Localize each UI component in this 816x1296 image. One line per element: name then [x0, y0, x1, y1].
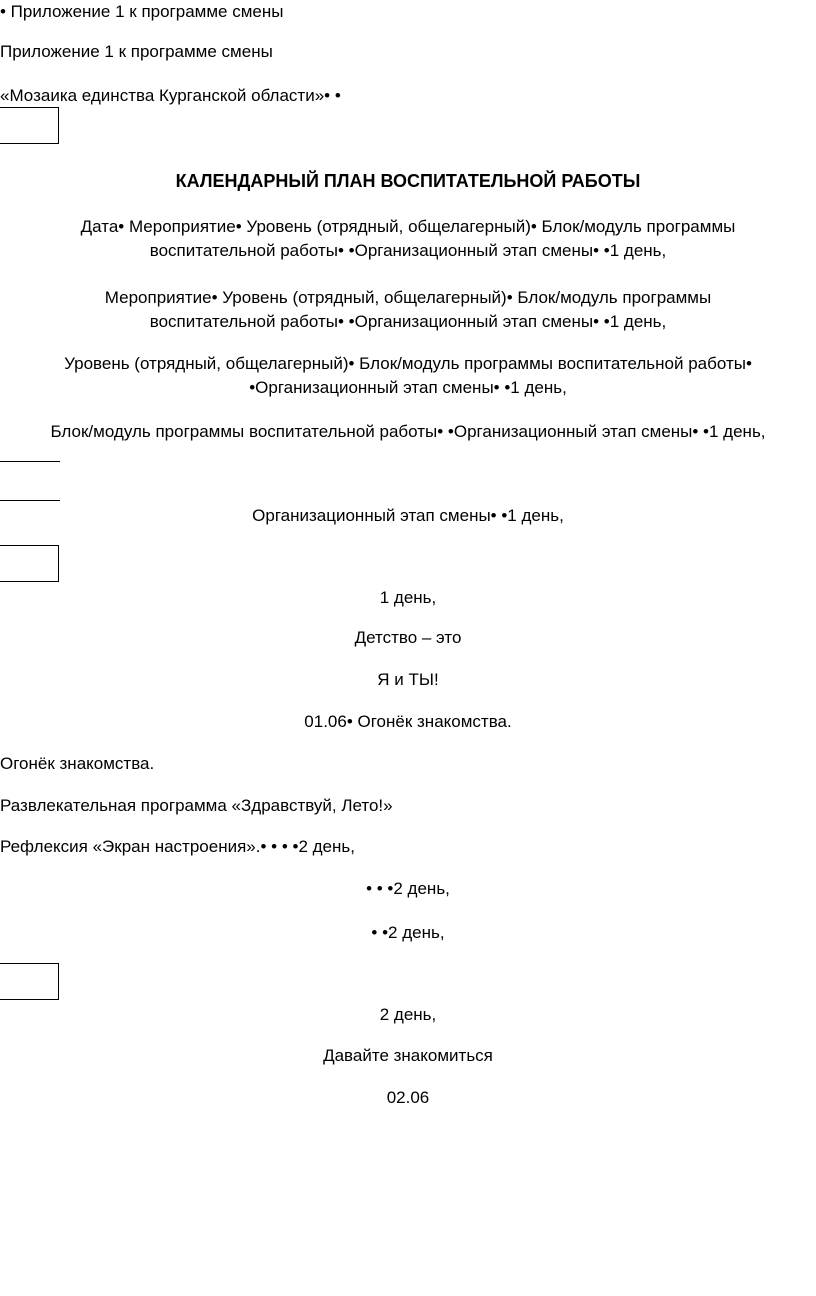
- header-paragraph-3: Уровень (отрядный, общелагерный)• Блок/модуль программы воспитательной работы• •Организационный этап смены• •1 день,: [64, 354, 752, 397]
- date-line: 02.06: [386, 1088, 430, 1107]
- day-label: • •2 день,: [371, 923, 445, 942]
- date-event-line: 01.06• Огонёк знакомства.: [304, 712, 512, 731]
- empty-cell-box: [0, 963, 59, 1000]
- event-line: Огонёк знакомства.: [0, 754, 155, 773]
- divider-line: [0, 500, 60, 501]
- theme-line: Давайте знакомиться: [323, 1046, 493, 1065]
- appendix-line-bullet: • Приложение 1 к программе смены: [0, 2, 284, 21]
- header-paragraph-4: Блок/модуль программы воспитательной работы• •Организационный этап смены• •1 день,: [50, 422, 766, 441]
- document-title: КАЛЕНДАРНЫЙ ПЛАН ВОСПИТАТЕЛЬНОЙ РАБОТЫ: [175, 171, 641, 191]
- event-line: Рефлексия «Экран настроения».• • • •2 день,: [0, 837, 355, 856]
- empty-cell-box: [0, 107, 59, 144]
- empty-cell-box: [0, 545, 59, 582]
- org-stage-line: Организационный этап смены• •1 день,: [252, 506, 564, 525]
- day-label: • • •2 день,: [366, 879, 450, 898]
- header-paragraph-1: Дата• Мероприятие• Уровень (отрядный, общелагерный)• Блок/модуль программы воспитательной работы• •Организационный этап смены• •1 день,: [80, 217, 736, 260]
- header-paragraph-2: Мероприятие• Уровень (отрядный, общелагерный)• Блок/модуль программы воспитательной работы• •Организационный этап смены• •1 день,: [104, 288, 712, 331]
- program-name: «Мозаика единства Курганской области»• •: [0, 86, 341, 105]
- appendix-line: Приложение 1 к программе смены: [0, 42, 273, 61]
- theme-line: Я и ТЫ!: [377, 670, 439, 689]
- event-line: Развлекательная программа «Здравствуй, Лето!»: [0, 796, 393, 815]
- day-label: 2 день,: [379, 1005, 437, 1024]
- theme-line: Детство – это: [354, 628, 462, 647]
- divider-line: [0, 461, 60, 462]
- day-label: 1 день,: [379, 588, 437, 607]
